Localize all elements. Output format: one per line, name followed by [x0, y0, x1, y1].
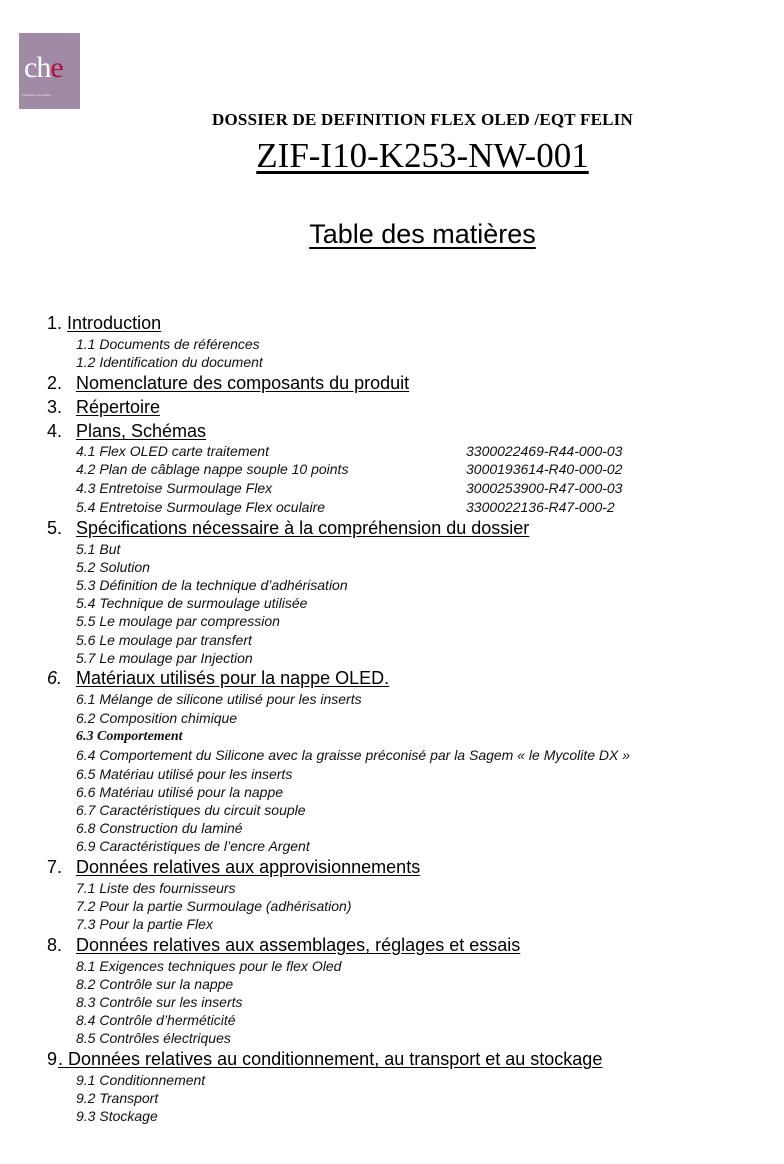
document-reference: ZIF-I10-K253-NW-001: [256, 136, 589, 175]
toc-item[interactable]: 8.3 Contrôle sur les inserts: [76, 994, 243, 1010]
logo-wordmark: che: [24, 51, 63, 84]
toc-item[interactable]: 5.6 Le moulage par transfert: [76, 632, 252, 648]
toc-item[interactable]: 6.2 Composition chimique: [76, 710, 238, 726]
toc-item[interactable]: 4.1 Flex OLED carte traitement 3300022469-R44-000-03: [76, 443, 623, 459]
toc-item[interactable]: 7.2 Pour la partie Surmoulage (adhérisation): [76, 898, 352, 914]
toc-item[interactable]: 8.2 Contrôle sur la nappe: [76, 976, 234, 992]
toc-section-1[interactable]: 1. Introduction: [47, 313, 162, 333]
toc-item[interactable]: 8.1 Exigences techniques pour le flex Oled: [76, 958, 342, 974]
toc-item[interactable]: 6.1 Mélange de silicone utilisé pour les inserts: [76, 691, 362, 707]
toc-item[interactable]: 5.4 Technique de surmoulage utilisée: [76, 595, 308, 611]
document-title: DOSSIER DE DEFINITION FLEX OLED /EQT FELIN: [212, 110, 633, 129]
toc-item[interactable]: 4.3 Entretoise Surmoulage Flex 3000253900-R47-000-03: [76, 480, 623, 496]
toc-item[interactable]: 5.1 But: [76, 541, 121, 557]
toc-item[interactable]: 7.1 Liste des fournisseurs: [76, 880, 236, 896]
toc-item[interactable]: 8.4 Contrôle d’herméticité: [76, 1012, 236, 1028]
toc-item[interactable]: 8.5 Contrôles électriques: [76, 1030, 231, 1046]
toc-item[interactable]: 5.4 Entretoise Surmoulage Flex oculaire 3300022136-R47-000-2: [76, 499, 615, 515]
toc-item[interactable]: 9.3 Stockage: [76, 1108, 158, 1124]
logo-tagline: l'industrie composites: [22, 93, 51, 97]
toc-item[interactable]: 1.2 Identification du document: [76, 354, 263, 370]
toc-item[interactable]: 9.1 Conditionnement: [76, 1072, 206, 1088]
toc-item[interactable]: 6.8 Construction du laminé: [76, 820, 243, 836]
toc-item[interactable]: 5.7 Le moulage par Injection: [76, 650, 253, 666]
toc-heading: Table des matières: [309, 219, 536, 249]
toc-item[interactable]: 6.4 Comportement du Silicone avec la graisse préconisé par la Sagem « le Mycolite DX »: [76, 747, 631, 763]
toc-item[interactable]: 9.2 Transport: [76, 1090, 159, 1106]
drawing-reference: 3000253900-R47-000-03: [466, 480, 623, 496]
toc-item[interactable]: 4.2 Plan de câblage nappe souple 10 points 3000193614-R40-000-02: [76, 461, 623, 477]
toc-item[interactable]: 6.3 Comportement: [76, 729, 183, 744]
company-logo: [19, 33, 80, 109]
toc-item[interactable]: 6.6 Matériau utilisé pour la nappe: [76, 784, 284, 800]
toc-item[interactable]: 6.9 Caractéristiques de l’encre Argent: [76, 838, 310, 854]
toc-item[interactable]: 6.5 Matériau utilisé pour les inserts: [76, 766, 293, 782]
toc-item[interactable]: 5.5 Le moulage par compression: [76, 613, 280, 629]
toc-item[interactable]: 7.3 Pour la partie Flex: [76, 916, 213, 932]
drawing-reference: 3300022469-R44-000-03: [466, 443, 623, 459]
toc-item[interactable]: 6.7 Caractéristiques du circuit souple: [76, 802, 306, 818]
drawing-reference: 3000193614-R40-000-02: [466, 461, 623, 477]
toc-item[interactable]: 5.2 Solution: [76, 559, 150, 575]
toc-item[interactable]: 5.3 Définition de la technique d’adhérisation: [76, 577, 348, 593]
drawing-reference: 3300022136-R47-000-2: [466, 499, 615, 515]
toc-item[interactable]: 1.1 Documents de références: [76, 336, 260, 352]
